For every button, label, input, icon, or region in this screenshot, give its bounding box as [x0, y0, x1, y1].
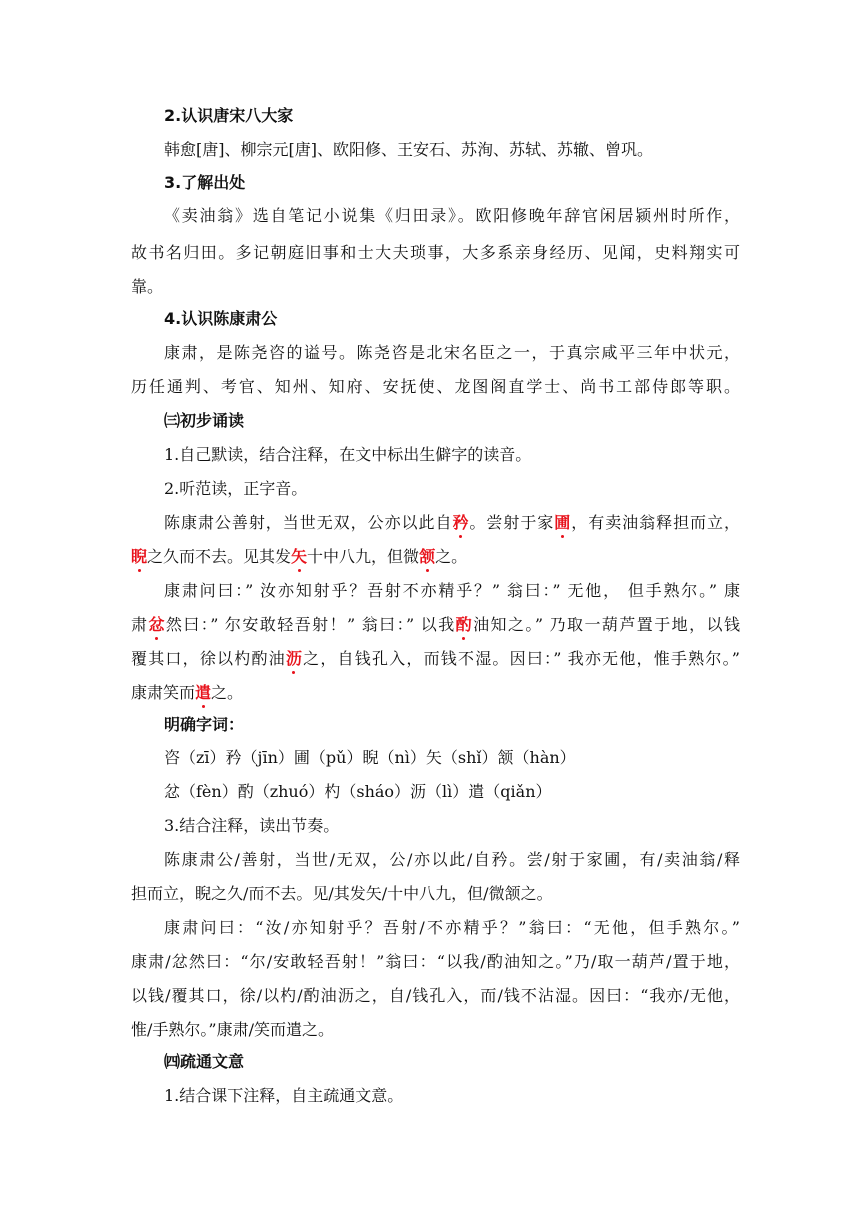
vocab-line: 忿（fèn）酌（zhuó）杓（sháo）沥（lì）遣（qiǎn） [164, 782, 552, 801]
rhythm-line: 惟/手熟尔。”康肃/笑而遣之。 [131, 1020, 334, 1039]
text-line-6: 康肃笑而遣之。 [131, 683, 244, 702]
source-paragraph-line: 靠。 [131, 277, 164, 296]
emphasized-char: 睨 [131, 547, 148, 566]
source-paragraph-line: 《卖油翁》选自笔记小说集《归田录》。欧阳修晚年辞官闲居颍州时所作， [164, 206, 740, 225]
text-line-4: 肃忿然曰：” 尔安敢轻吾射！” 翁曰：” 以我酌油知之。” 乃取一葫芦置于地，以钱 [131, 615, 740, 634]
rhythm-line: 以钱/覆其口，徐/以杓/酌油沥之，自/钱孔入，而/钱不沾湿。因曰：“我亦/无他， [131, 986, 740, 1005]
emphasized-char: 沥 [285, 649, 302, 668]
heading-initial-reading: ㈢初步诵读 [164, 411, 245, 430]
heading-tang-song-eight-masters: 2.认识唐宋八大家 [164, 106, 294, 125]
text-line-5: 覆其口，徐以杓酌油沥之，自钱孔入，而钱不湿。因曰：” 我亦无他，惟手熟尔。” [131, 649, 740, 668]
clarify-step-1: 1.结合课下注释，自主疏通文意。 [164, 1086, 404, 1105]
emphasized-char: 遣 [195, 683, 212, 702]
reading-step-2: 2.听范读，正字音。 [164, 479, 308, 498]
eight-masters-list: 韩愈[唐]、柳宗元[唐]、欧阳修、王安石、苏洵、苏轼、苏辙、曾巩。 [164, 140, 653, 159]
emphasized-char: 酌 [455, 615, 472, 634]
emphasized-char: 忿 [148, 615, 165, 634]
chen-kangsu-paragraph-line: 康肃，是陈尧咨的谥号。陈尧咨是北宋名臣之一，于真宗咸平三年中状元， [164, 343, 740, 362]
emphasized-char: 圃 [554, 513, 571, 532]
rhythm-line: 康肃问曰：“汝/亦知射乎？吾射/不亦精乎？”翁曰：“无他，但手熟尔。” [164, 918, 740, 937]
text-line-1: 陈康肃公善射，当世无双，公亦以此自矜。尝射于家圃，有卖油翁释担而立， [164, 513, 740, 532]
vocab-line: 咨（zī）矜（jīn）圃（pǔ）睨（nì）矢（shǐ）颔（hàn） [164, 748, 576, 767]
rhythm-line: 担而立，睨之久/而不去。见/其发矢/十中八九，但/微颔之。 [131, 884, 553, 903]
heading-clarify-meaning: ㈣疏通文意 [164, 1052, 245, 1071]
source-paragraph-line: 故书名归田。多记朝庭旧事和士大夫琐事，大多系亲身经历、见闻，史料翔实可 [131, 243, 740, 262]
text-line-3: 康肃问曰：” 汝亦知射乎？吾射不亦精乎？” 翁曰：” 无他， 但手熟尔。” 康 [164, 581, 740, 600]
heading-chen-kangsu: 4.认识陈康肃公 [164, 309, 278, 328]
chen-kangsu-paragraph-line: 历任通判、考官、知州、知府、安抚使、龙图阁直学士、尚书工部侍郎等职。 [131, 377, 740, 396]
heading-source: 3.了解出处 [164, 173, 246, 192]
rhythm-line: 康肃/忿然曰：“尔/安敢轻吾射！”翁曰：“以我/酌油知之。”乃/取一葫芦/置于地， [131, 952, 740, 971]
emphasized-char: 颔 [419, 547, 436, 566]
rhythm-line: 陈康肃公/善射，当世/无双，公/亦以此/自矜。尝/射于家圃，有/卖油翁/释 [164, 850, 740, 869]
reading-step-3: 3.结合注释，读出节奏。 [164, 816, 340, 835]
vocab-heading: 明确字词： [164, 715, 245, 734]
text-line-2: 睨之久而不去。见其发矢十中八九，但微颔之。 [131, 547, 468, 566]
emphasized-char: 矜 [452, 513, 469, 532]
emphasized-char: 矢 [291, 547, 308, 566]
reading-step-1: 1.自己默读，结合注释，在文中标出生僻字的读音。 [164, 445, 532, 464]
